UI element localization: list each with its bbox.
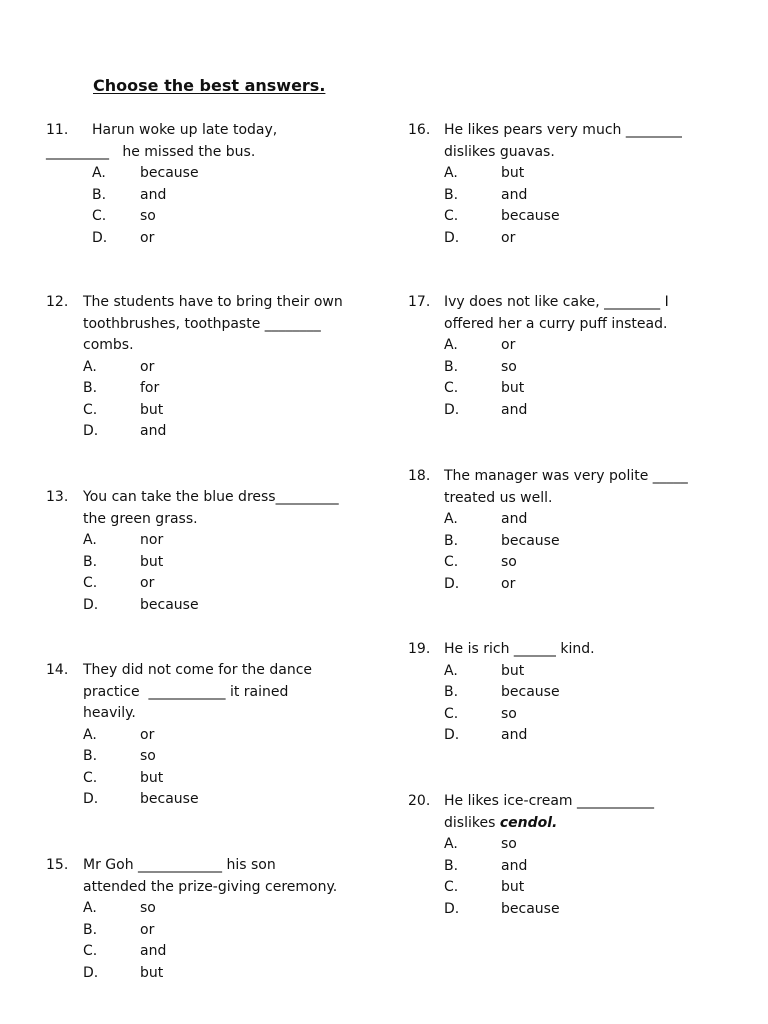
option-text: or xyxy=(501,575,516,592)
option xyxy=(46,941,376,963)
question-text: offered her a curry puff instead. xyxy=(444,315,668,332)
option xyxy=(408,877,758,899)
question-20 xyxy=(408,791,758,920)
option-text: but xyxy=(140,401,164,418)
option xyxy=(408,704,758,726)
question-number: 11. xyxy=(46,122,69,138)
option-letter: A. xyxy=(92,165,106,181)
option-text: so xyxy=(140,900,156,916)
option-text: or xyxy=(140,921,155,938)
option-text: and xyxy=(501,857,528,874)
option-text: and xyxy=(501,727,528,743)
option-text: and xyxy=(140,186,167,203)
option xyxy=(46,357,376,379)
question-text: They did not come for the dance xyxy=(83,662,313,678)
option-text: but xyxy=(501,165,525,181)
page-title: Choose the best answers. xyxy=(93,76,326,95)
option xyxy=(408,899,758,921)
option xyxy=(46,746,376,768)
option-letter: D. xyxy=(444,900,460,917)
option-text: because xyxy=(501,684,560,700)
option xyxy=(408,357,758,379)
option-text: for xyxy=(140,380,160,396)
question-number: 19. xyxy=(408,641,431,657)
option-text: but xyxy=(140,769,164,786)
option xyxy=(46,400,376,422)
question-text: You can take the blue dress_________ xyxy=(83,489,339,505)
question-text: toothbrushes, toothpaste ________ xyxy=(83,315,321,332)
option-letter: B. xyxy=(83,748,98,764)
question-text: combs. xyxy=(83,337,134,353)
option-text: but xyxy=(501,380,525,396)
question-number: 14. xyxy=(46,662,69,678)
option xyxy=(408,400,758,422)
option-text: nor xyxy=(140,532,164,548)
question-text: attended the prize-giving ceremony. xyxy=(83,878,338,895)
question-text: He likes ice-cream ___________ xyxy=(444,793,655,809)
option xyxy=(46,378,376,400)
question-number: 13. xyxy=(46,489,69,505)
option-letter: B. xyxy=(92,186,107,203)
option-text: and xyxy=(501,511,528,527)
option-text: because xyxy=(501,900,560,917)
option-letter: B. xyxy=(83,380,98,396)
option xyxy=(408,661,758,683)
question-text: the green grass. xyxy=(83,510,198,527)
option xyxy=(408,682,758,704)
emphasized-word: cendol. xyxy=(499,814,558,831)
option xyxy=(46,228,376,250)
option-letter: D. xyxy=(83,791,99,807)
option-text: and xyxy=(140,423,167,439)
option-letter: A. xyxy=(444,511,458,527)
option xyxy=(408,335,758,357)
question-number: 17. xyxy=(408,294,431,310)
question-text: dislikes guavas. xyxy=(444,143,555,160)
option-letter: D. xyxy=(83,596,99,613)
option-text: or xyxy=(140,726,155,743)
question-text: He likes pears very much ________ xyxy=(444,122,682,138)
option-text: or xyxy=(501,337,516,353)
option xyxy=(408,574,758,596)
option-letter: C. xyxy=(444,554,459,570)
option xyxy=(408,185,758,207)
option-letter: A. xyxy=(444,836,458,852)
question-text: _________ he missed the bus. xyxy=(46,143,256,160)
option xyxy=(408,509,758,531)
option-text: and xyxy=(140,943,167,959)
question-text: Harun woke up late today, xyxy=(92,122,278,138)
option-letter: D. xyxy=(444,401,460,418)
question-text-wrap xyxy=(444,813,557,835)
option-letter: C. xyxy=(444,380,459,396)
option-text: or xyxy=(140,229,155,246)
question-14 xyxy=(46,660,376,811)
option xyxy=(408,552,758,574)
option-text: so xyxy=(140,748,156,764)
option xyxy=(46,898,376,920)
option xyxy=(46,595,376,617)
question-text: dislikes xyxy=(444,814,500,831)
option-letter: B. xyxy=(444,358,459,375)
question-17 xyxy=(408,292,758,421)
option-letter: D. xyxy=(83,423,99,439)
option xyxy=(408,378,758,400)
option xyxy=(408,856,758,878)
question-11 xyxy=(46,120,376,249)
option xyxy=(46,163,376,185)
question-16 xyxy=(408,120,758,249)
option xyxy=(408,725,758,747)
option-letter: A. xyxy=(444,662,458,679)
question-text: Ivy does not like cake, ________ I xyxy=(444,294,669,310)
option xyxy=(408,834,758,856)
option xyxy=(46,185,376,207)
question-number: 18. xyxy=(408,468,431,484)
option-letter: A. xyxy=(444,337,458,353)
option-text: but xyxy=(501,879,525,895)
option-letter: B. xyxy=(444,532,459,549)
option-text: or xyxy=(140,358,155,375)
option-letter: D. xyxy=(444,727,460,743)
question-text: Mr Goh ____________ his son xyxy=(83,857,276,873)
option-letter: D. xyxy=(444,229,460,246)
option xyxy=(46,725,376,747)
option-text: or xyxy=(501,229,516,246)
option-text: because xyxy=(140,791,199,807)
option-text: and xyxy=(501,401,528,418)
option-letter: C. xyxy=(83,401,98,418)
question-text: He is rich ______ kind. xyxy=(444,641,595,657)
option-text: so xyxy=(501,358,517,375)
option-letter: A. xyxy=(444,165,458,181)
question-text: treated us well. xyxy=(444,489,553,506)
option-letter: B. xyxy=(444,684,459,700)
option xyxy=(46,530,376,552)
option-text: or xyxy=(140,575,155,591)
option-letter: A. xyxy=(83,726,97,743)
option xyxy=(408,206,758,228)
option-text: so xyxy=(501,705,517,722)
option-letter: B. xyxy=(444,186,459,203)
option xyxy=(46,206,376,228)
question-text: The students have to bring their own xyxy=(83,294,343,310)
option-text: and xyxy=(501,186,528,203)
option-text: because xyxy=(501,532,560,549)
option-text: because xyxy=(140,596,199,613)
question-text: heavily. xyxy=(83,705,136,721)
option-letter: D. xyxy=(444,575,460,592)
option xyxy=(46,552,376,574)
option-text: but xyxy=(501,662,525,679)
option-letter: C. xyxy=(444,705,459,722)
question-number: 15. xyxy=(46,857,69,873)
option xyxy=(46,789,376,811)
option-letter: A. xyxy=(83,900,97,916)
option xyxy=(46,421,376,443)
question-19 xyxy=(408,639,758,747)
option-letter: A. xyxy=(83,358,97,375)
option xyxy=(46,768,376,790)
question-number: 16. xyxy=(408,122,431,138)
question-number: 12. xyxy=(46,294,69,310)
option-letter: B. xyxy=(83,553,98,570)
option-text: so xyxy=(501,836,517,852)
option xyxy=(408,228,758,250)
question-18 xyxy=(408,466,758,595)
option-letter: A. xyxy=(83,532,97,548)
option-letter: C. xyxy=(83,769,98,786)
option-text: so xyxy=(501,554,517,570)
option-text: so xyxy=(140,208,156,224)
option-letter: B. xyxy=(83,921,98,938)
option xyxy=(46,573,376,595)
question-text: practice ___________ it rained xyxy=(83,683,289,700)
option xyxy=(408,531,758,553)
question-12 xyxy=(46,292,376,443)
option-letter: B. xyxy=(444,857,459,874)
option xyxy=(46,963,376,985)
question-number: 20. xyxy=(408,793,431,809)
question-text: The manager was very polite _____ xyxy=(444,468,688,484)
option xyxy=(408,163,758,185)
option-text: but xyxy=(140,553,164,570)
question-13 xyxy=(46,487,376,616)
option-text: but xyxy=(140,964,164,981)
option xyxy=(46,920,376,942)
option-text: because xyxy=(140,165,199,181)
option-text: because xyxy=(501,208,560,224)
option-letter: C. xyxy=(444,879,459,895)
option-letter: D. xyxy=(83,964,99,981)
option-letter: C. xyxy=(444,208,459,224)
option-letter: C. xyxy=(83,575,98,591)
option-letter: C. xyxy=(92,208,107,224)
option-letter: D. xyxy=(92,229,108,246)
question-15 xyxy=(46,855,376,984)
option-letter: C. xyxy=(83,943,98,959)
